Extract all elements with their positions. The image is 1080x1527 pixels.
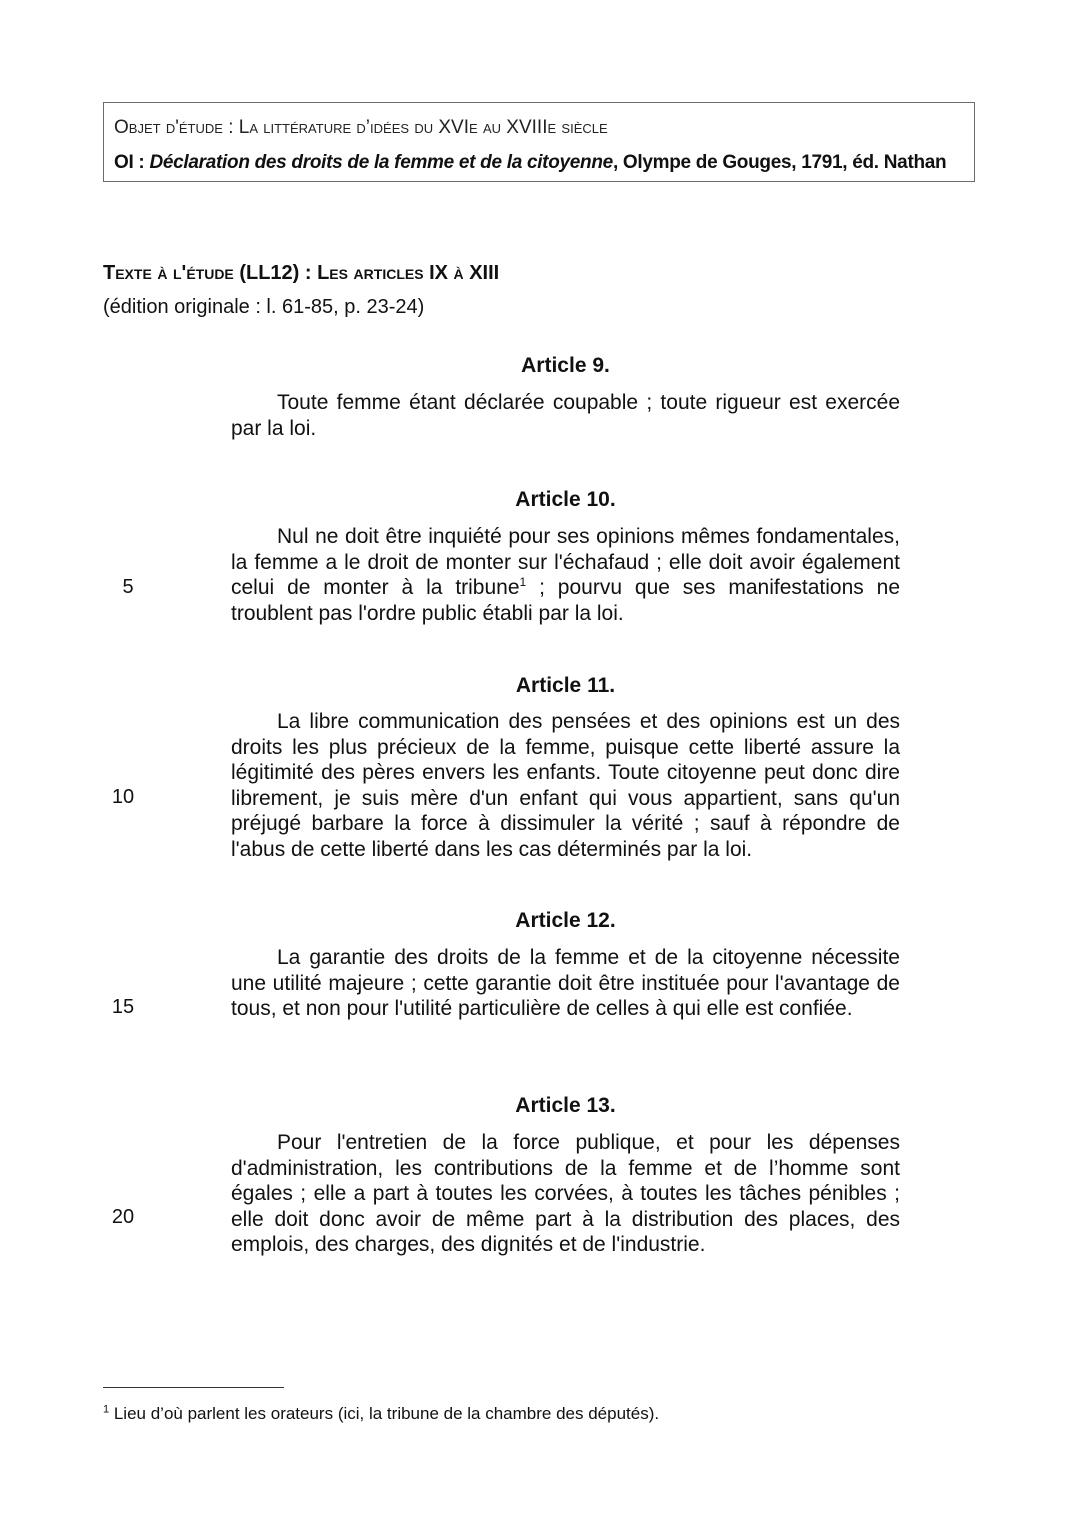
article-9-text: Toute femme étant déclarée coupable ; toute rigueur est exercée par la loi. xyxy=(231,391,900,440)
work-title: Déclaration des droits de la femme et de la citoyenne xyxy=(149,152,613,173)
article-13-text: Pour l'entretien de la force publique, et pour les dépenses d'administration, les contributions de la femme et de l’homme sont égales ; elle a part à toutes les corvées, à toutes les tâches pénibles ; elle doit donc avoir de même part à la distribution des places, des emplois, des charges, des dignités et de l'industrie. xyxy=(231,1131,900,1256)
footnote xyxy=(103,1404,659,1424)
article-13-title: Article 13. xyxy=(515,1094,616,1117)
footnote-text: Lieu d’où parlent les orateurs (ici, la tribune de la chambre des députés). xyxy=(109,1404,660,1423)
article-12-text: La garantie des droits de la femme et de la citoyenne nécessite une utilité majeure ; cette garantie doit être instituée pour l'avantage de tous, et non pour l'utilité particulière de celles à qui elle est confiée. xyxy=(231,946,900,1020)
article-9-title: Article 9. xyxy=(521,354,610,377)
footnote-number: 1 xyxy=(103,1403,110,1416)
work-reference-prefix: OI : xyxy=(114,152,150,173)
article-12-title: Article 12. xyxy=(515,909,616,932)
article-10-text xyxy=(231,524,900,626)
edition-reference: (édition originale : l. 61-85, p. 23-24) xyxy=(103,296,425,318)
footnote-reference: 1 xyxy=(519,575,527,589)
article-11-text: La libre communication des pensées et des opinions est un des droits les plus précieux de la femme, puisque cette liberté assure la légitimité des pères envers les enfants. Toute citoyenne peut donc dire librement, je suis mère d'un enfant qui vous appartient, sans qu'un préjugé barbare la force à dissimuler la vérité ; sauf à répondre de l'abus de cette liberté dans les cas déterminés par la loi. xyxy=(231,710,900,861)
article-10-text-part1: Nul ne doit être inquiété pour ses opinions mêmes fondamentales, la femme a le droit de monter sur l'échafaud ; elle doit avoir également celui de monter à la tribune xyxy=(231,525,900,599)
article-10-title: Article 10. xyxy=(515,488,616,511)
article-11-title: Article 11. xyxy=(515,674,616,697)
article-10-text-part2: ; pourvu que ses manifestations ne troublent pas l'ordre public établi par la loi. xyxy=(231,576,901,625)
study-object-line: Objet d'étude : La littérature d’idées du XVIe au XVIIIe siècle xyxy=(114,117,608,138)
section-title: Texte à l'étude (LL12) : Les articles IX à XIII xyxy=(103,262,500,284)
line-number-5: 5 xyxy=(122,576,134,598)
footnote-separator xyxy=(103,1387,284,1388)
work-reference-details: , Olympe de Gouges, 1791, éd. Nathan xyxy=(612,152,947,173)
line-number-10: 10 xyxy=(111,786,135,808)
line-number-20: 20 xyxy=(111,1206,135,1228)
line-number-15: 15 xyxy=(111,996,135,1018)
study-object-box xyxy=(103,102,975,182)
work-reference-line xyxy=(114,152,946,174)
